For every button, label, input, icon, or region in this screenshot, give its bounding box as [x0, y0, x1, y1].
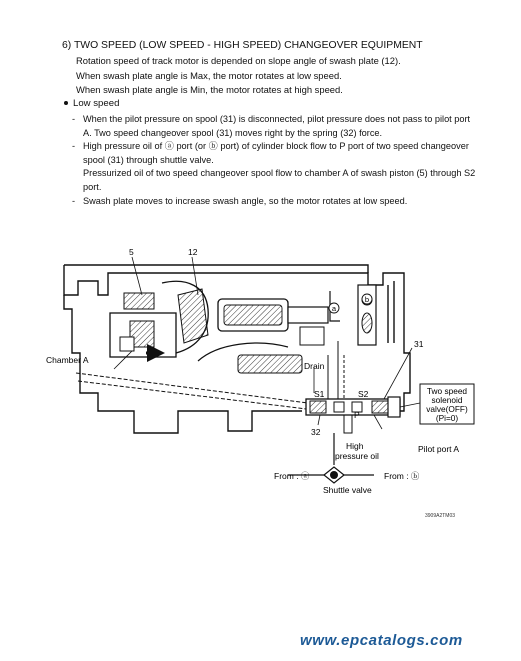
hydraulic-diagram [38, 243, 478, 513]
figure-code: 3909A2TM03 [425, 513, 456, 519]
label-s2: S2 [358, 389, 369, 399]
dash-marker: - [72, 114, 76, 124]
item-line: A. Two speed changeover spool (31) moves right by the spring (32) force. [83, 127, 383, 138]
list-item [72, 195, 472, 209]
label-shuttle-valve: Shuttle valve [323, 485, 372, 495]
label-31: 31 [414, 339, 424, 349]
label-high: High [346, 441, 364, 451]
item-line: port. [83, 181, 102, 192]
label-from-a: From : ⓐ [274, 471, 310, 481]
list-item [72, 113, 472, 140]
item-line: When the pilot pressure on spool (31) is disconnected, pilot pressure does not pass to pilot port [83, 114, 471, 124]
label-32: 32 [311, 427, 321, 437]
intro-paragraph [76, 54, 401, 98]
dash-marker: - [72, 195, 76, 206]
footer-watermark: www.epcatalogs.com [300, 632, 463, 649]
flow-lines [76, 341, 344, 411]
label-chamber-a: Chamber A [46, 355, 89, 365]
label-solenoid-1: Two speed [426, 386, 468, 396]
dash-marker: - [72, 141, 76, 152]
port-a-letter: a [331, 304, 337, 313]
item-line: Swash plate moves to increase swash angle, so the motor rotates at low speed. [83, 195, 408, 206]
port-b-marker [362, 294, 372, 304]
intro-line: When swash plate angle is Max, the motor rotates at low speed. [76, 69, 342, 81]
intro-line: When swash plate angle is Min, the motor rotates at high speed. [76, 84, 343, 96]
label-pilot-port-a: Pilot port A [418, 444, 460, 454]
item-line: High pressure oil of ⓐ port (or ⓑ port) of cylinder block flow to P port of two speed changeover [83, 141, 469, 152]
bullet-icon [64, 101, 68, 105]
label-solenoid-2: solenoid [431, 395, 463, 405]
list-item [72, 140, 476, 194]
swash-plate [162, 281, 340, 373]
low-speed-items [72, 113, 476, 208]
section-heading: 6) TWO SPEED (LOW SPEED - HIGH SPEED) CHANGEOVER EQUIPMENT [62, 40, 423, 51]
intro-line: Rotation speed of track motor is depended on slope angle of swash plate (12). [76, 55, 401, 66]
low-speed-title-text: Low speed [73, 98, 120, 109]
label-solenoid-3: valve(OFF) [426, 404, 468, 414]
item-line: Pressurized oil of two speed changeover spool flow to chamber A of swash piston (5) through S2 [83, 168, 476, 179]
label-pressure-oil: pressure oil [335, 451, 379, 461]
swash-piston [110, 293, 176, 357]
item-line: spool (31) through shuttle valve. [83, 154, 214, 165]
label-drain: Drain [304, 361, 325, 371]
label-5: 5 [129, 247, 134, 257]
label-from-b: From : ⓑ [384, 471, 420, 481]
label-s1: S1 [314, 389, 325, 399]
label-solenoid-4: (Pi=0) [435, 413, 459, 423]
label-12: 12 [188, 247, 198, 257]
port-b-letter: b [364, 295, 370, 304]
port-a-marker [329, 303, 339, 313]
label-p: P [354, 410, 360, 420]
low-speed-title [64, 98, 119, 109]
